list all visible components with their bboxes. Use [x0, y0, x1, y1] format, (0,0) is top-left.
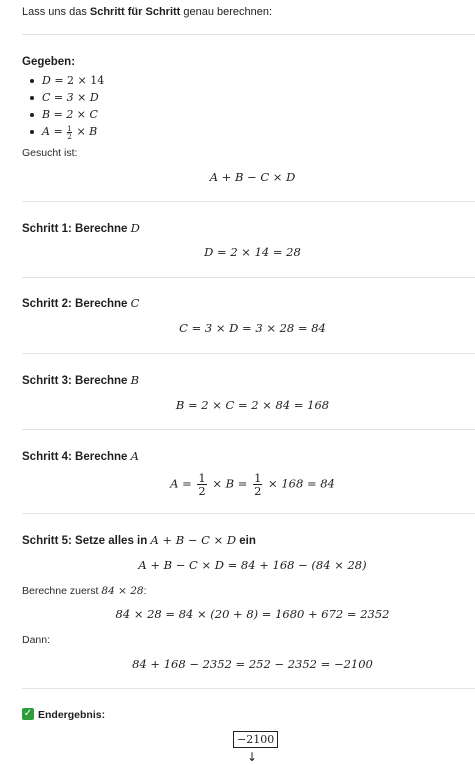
separator	[22, 201, 475, 202]
step-2-equation: C = 3 × D = 3 × 28 = 84	[179, 321, 326, 335]
sought-label: Gesucht ist:	[22, 147, 78, 159]
step-3-equation: B = 2 × C = 2 × 84 = 168	[175, 398, 330, 412]
step-4-heading: Schritt 4: Berechne A	[22, 449, 139, 463]
fraction-half: $\frac{1}{2}$	[254, 471, 262, 498]
step-5-equation: A + B − C × D = 84 + 168 − (84 × 28)	[138, 558, 367, 572]
step-1-equation: D = 2 × 14 = 28	[204, 245, 301, 259]
separator	[22, 277, 475, 278]
first-calc-label: Berechne zuerst 84 × 28:	[22, 585, 147, 597]
given-item-b: B = 2 × C	[30, 106, 104, 123]
arrow-down-icon: ↓	[247, 750, 258, 764]
step-4-equation: A = $\frac{1}{2}$ × B = $\frac{1}{2}$ × 168 = 84	[170, 471, 335, 498]
intro-text	[22, 5, 272, 19]
intro-bold: Schritt für Schritt	[89, 6, 181, 18]
step-5-heading: Schritt 5: Setze alles in A + B − C × D ein	[22, 533, 256, 547]
step-2-heading: Schritt 2: Berechne C	[22, 296, 140, 310]
given-item-d: D = 2 × 14	[30, 72, 104, 89]
separator	[22, 513, 475, 514]
sought-expression: A + B − C × D	[209, 170, 296, 184]
then-equation: 84 + 168 − 2352 = 252 − 2352 = −2100	[132, 657, 373, 671]
given-item-c: C = 3 × D	[30, 89, 104, 106]
final-answer-box: −2100	[233, 731, 278, 748]
intro-after: genau berechnen:	[180, 6, 273, 18]
given-heading: Gegeben:	[22, 56, 76, 68]
separator	[22, 429, 475, 430]
intro-before: Lass uns das	[22, 6, 90, 18]
fraction-half: $\frac{1}{2}$	[198, 471, 206, 498]
separator	[22, 34, 475, 35]
separator	[22, 688, 475, 689]
given-item-a: A = $\frac{1}{2}$ × B	[30, 123, 104, 140]
given-list	[30, 72, 104, 140]
step-1-heading: Schritt 1: Berechne D	[22, 221, 140, 235]
first-calc-equation: 84 × 28 = 84 × (20 + 8) = 1680 + 672 = 2352	[115, 607, 390, 621]
fraction-half: $\frac{1}{2}$	[67, 123, 72, 141]
separator	[22, 353, 475, 354]
final-result-heading: Endergebnis:	[38, 709, 106, 721]
checkmark-icon: ✓	[23, 708, 33, 719]
step-3-heading: Schritt 3: Berechne B	[22, 373, 140, 387]
then-label: Dann:	[22, 634, 51, 646]
